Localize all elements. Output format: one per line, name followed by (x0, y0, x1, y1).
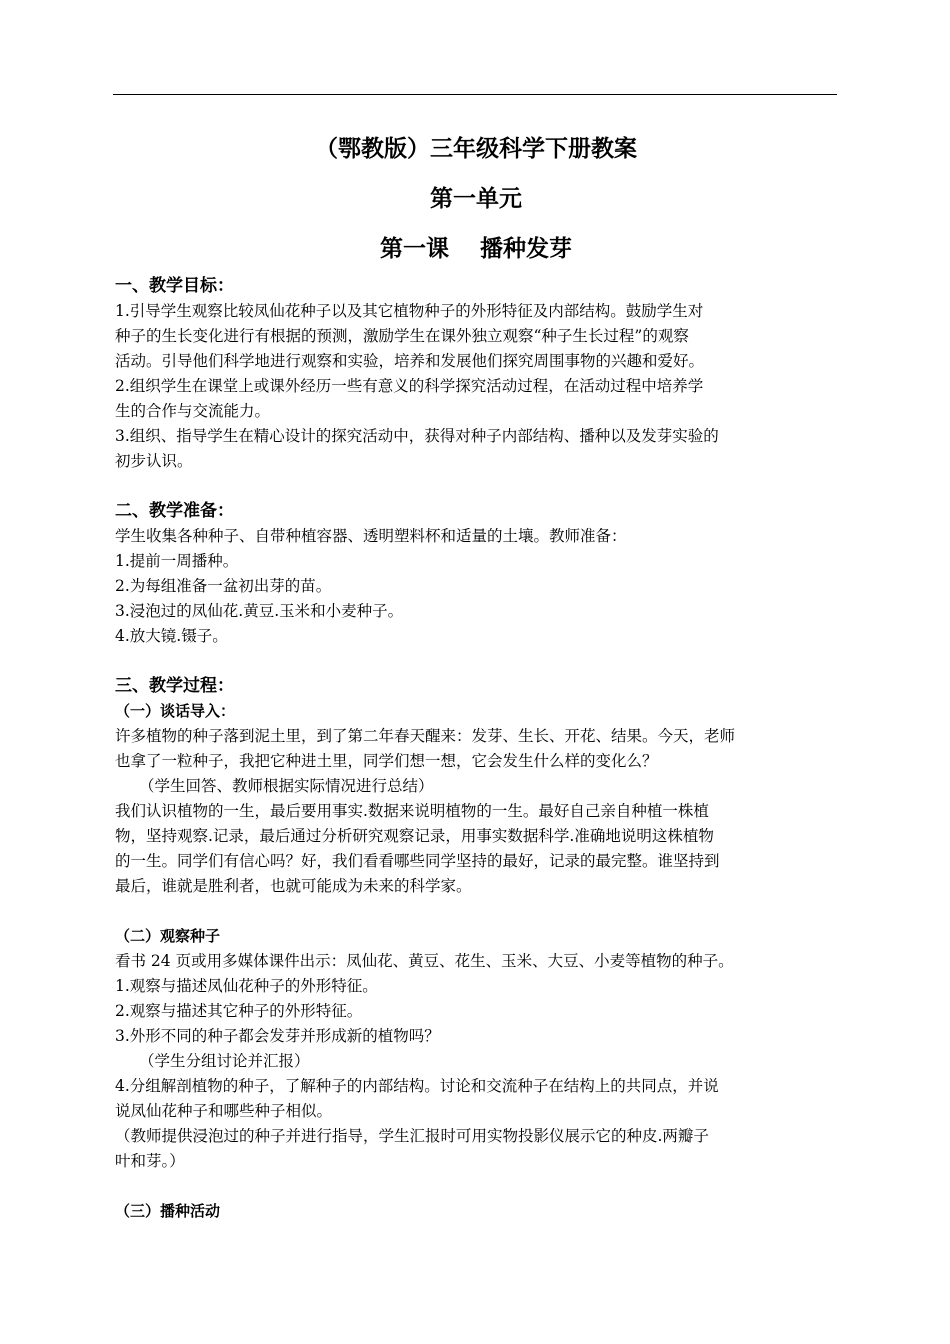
intro-line: 也拿了一粒种子，我把它种进土里，同学们想一想，它会发生什么样的变化么？ (115, 752, 658, 770)
header-rule (113, 94, 837, 95)
intro-line: 我们认识植物的一生，最后要用事实.数据来说明植物的一生。最好自己亲自种植一株植 (115, 802, 709, 820)
intro-note: （学生回答、教师根据实际情况进行总结） (139, 777, 434, 795)
spacer (115, 899, 837, 924)
observe-note: （学生分组讨论并汇报） (139, 1052, 310, 1070)
sow-heading: （三）播种活动 (115, 1202, 221, 1220)
intro-heading: （一）谈话导入： (115, 702, 236, 720)
spacer (115, 474, 837, 499)
prep-line: 1.提前一周播种。 (115, 552, 239, 570)
observe-line: （教师提供浸泡过的种子并进行指导，学生汇报时可用实物投影仪展示它的种皮.两瓣子 (115, 1127, 709, 1145)
prep-line: 学生收集各种种子、自带种植容器、透明塑料杯和适量的土壤。教师准备： (115, 527, 627, 545)
process-heading: 三、教学过程： (115, 676, 234, 696)
intro-line: 物，坚持观察.记录，最后通过分析研究观察记录，用事实数据科学.准确地说明这株植物 (115, 827, 714, 845)
goals-line: 3.组织、指导学生在精心设计的探究活动中，获得对种子内部结构、播种以及发芽实验的 (115, 427, 719, 445)
observe-line: 4.分组解剖植物的种子，了解种子的内部结构。讨论和交流种子在结构上的共同点，并说 (115, 1077, 719, 1095)
goals-line: 活动。引导他们科学地进行观察和实验，培养和发展他们探究周围事物的兴趣和爱好。 (115, 352, 705, 370)
goals-line: 初步认识。 (115, 452, 193, 470)
spacer (115, 1174, 837, 1199)
spacer (115, 649, 837, 674)
prep-line: 3.浸泡过的凤仙花.黄豆.玉米和小麦种子。 (115, 602, 404, 620)
goals-line: 2.组织学生在课堂上或课外经历一些有意义的科学探究活动过程，在活动过程中培养学 (115, 377, 704, 395)
observe-line: 1.观察与描述凤仙花种子的外形特征。 (115, 977, 378, 995)
prep-line: 2.为每组准备一盆初出芽的苗。 (115, 577, 332, 595)
document-title: （鄂教版）三年级科学下册教案 (315, 135, 637, 162)
intro-line: 许多植物的种子落到泥土里，到了第二年春天醒来：发芽、生长、开花、结果。今天，老师 (115, 727, 736, 745)
prep-heading: 二、教学准备： (115, 501, 234, 521)
lesson-title: 第一课 播种发芽 (379, 235, 572, 262)
goals-heading: 一、教学目标： (115, 276, 234, 296)
intro-line: 最后，谁就是胜利者，也就可能成为未来的科学家。 (115, 877, 472, 895)
intro-line: 的一生。同学们有信心吗？好，我们看看哪些同学坚持的最好，记录的最完整。谁坚持到 (115, 852, 720, 870)
prep-line: 4.放大镜.镊子。 (115, 627, 228, 645)
goals-line: 1.引导学生观察比较凤仙花种子以及其它植物种子的外形特征及内部结构。鼓励学生对 (115, 302, 704, 320)
observe-line: 看书 24 页或用多媒体课件出示：凤仙花、黄豆、花生、玉米、大豆、小麦等植物的种子。 (115, 952, 734, 970)
unit-title: 第一单元 (430, 185, 522, 212)
observe-line: 2.观察与描述其它种子的外形特征。 (115, 1002, 363, 1020)
document-page (115, 124, 837, 1224)
observe-heading: （二）观察种子 (115, 927, 221, 945)
observe-line: 叶和芽。） (115, 1152, 185, 1170)
goals-line: 种子的生长变化进行有根据的预测，激励学生在课外独立观察“种子生长过程”的观察 (115, 327, 689, 345)
observe-line: 3.外形不同的种子都会发芽并形成新的植物吗？ (115, 1027, 440, 1045)
goals-line: 生的合作与交流能力。 (115, 402, 271, 420)
observe-line: 说凤仙花种子和哪些种子相似。 (115, 1102, 333, 1120)
